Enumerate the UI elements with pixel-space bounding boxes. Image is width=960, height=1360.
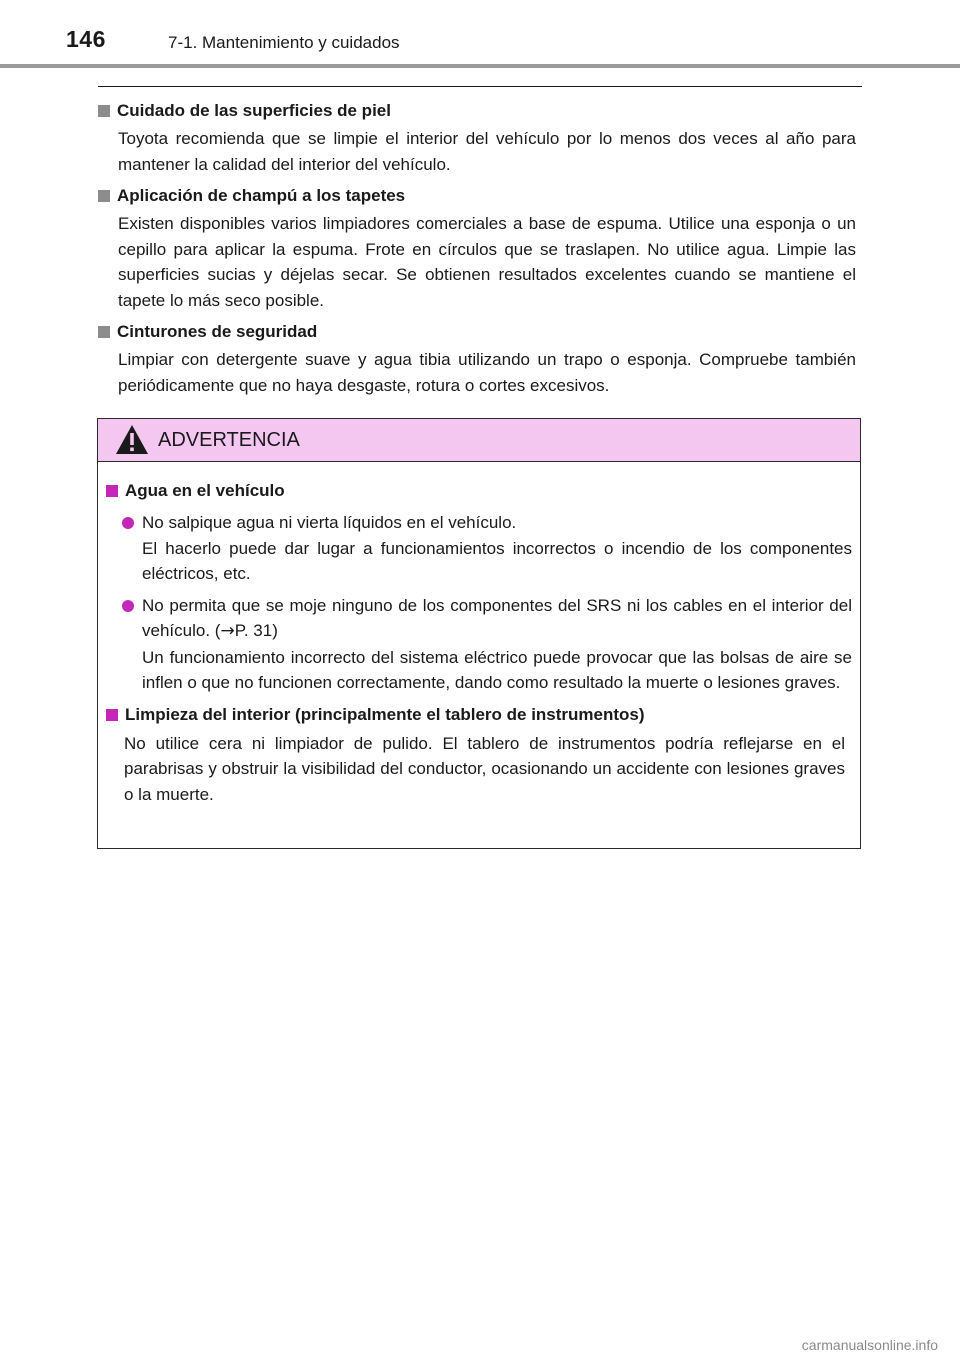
warning-group-body: No utilice cera ni limpiador de pulido. El tablero de instrumentos podría reflejarse en el parabrisas y obstruir la visibilidad del conductor, ocasionando un accidente con lesiones graves o la muerte. xyxy=(124,733,845,804)
footer-watermark: carmanualsonline.info xyxy=(801,1337,938,1353)
bullet-line: Un funcionamiento incorrecto del sistema eléctrico puede provocar que las bolsas de aire se inflen o que no funcionen correctamente, dando como resultado la muerte o lesiones graves. xyxy=(142,647,852,692)
header-divider xyxy=(0,64,960,68)
bullet-dot-icon xyxy=(122,517,134,529)
section-body: Limpiar con detergente suave y agua tibia utilizando un trapo o esponja. Compruebe también periódicamente que no haya desgaste, rotura o cortes excesivos. xyxy=(118,350,856,395)
warning-bullet xyxy=(122,593,852,696)
main-content xyxy=(98,98,856,404)
warning-header xyxy=(98,419,860,462)
section-square-icon xyxy=(98,190,110,202)
section-title: Cinturones de seguridad xyxy=(117,322,318,341)
warning-group-title: Agua en el vehículo xyxy=(106,478,852,504)
warning-triangle-icon xyxy=(115,424,149,455)
section-seat-belts xyxy=(98,319,856,398)
section-square-icon xyxy=(106,485,118,497)
bullet-line: No salpique agua ni vierta líquidos en el vehículo. xyxy=(142,513,517,532)
bullet-line: No permita que se moje ninguno de los componentes del SRS ni los cables en el interior del vehículo. (→P. 31) xyxy=(142,595,852,641)
page-number: 146 xyxy=(66,26,106,52)
section-square-icon xyxy=(106,709,118,721)
bullet-dot-icon xyxy=(122,600,134,612)
warning-body xyxy=(98,462,860,807)
section-carpet-shampoo xyxy=(98,183,856,313)
warning-group-title: Limpieza del interior (principalmente el tablero de instrumentos) xyxy=(106,702,852,728)
section-square-icon xyxy=(98,105,110,117)
bullet-line: El hacerlo puede dar lugar a funcionamientos incorrectos o incendio de los componentes eléctricos, etc. xyxy=(142,538,852,583)
warning-bullet xyxy=(122,510,852,587)
section-title: Cuidado de las superficies de piel xyxy=(117,101,391,120)
page-header xyxy=(0,0,960,64)
section-body: Existen disponibles varios limpiadores comerciales a base de espuma. Utilice una esponja o un cepillo para aplicar la espuma. Frote en círculos que se traslapen. No utilice agua. Limpie las superficies sucias y déjelas secar. Se obtienen resultados excelentes cuando se mantiene el tapete lo más seco posible. xyxy=(118,214,856,310)
warning-box xyxy=(97,418,861,849)
section-square-icon xyxy=(98,326,110,338)
page-reference-link[interactable]: P. 31) xyxy=(234,621,278,640)
content-top-divider xyxy=(98,86,862,87)
section-leather-care xyxy=(98,98,856,177)
section-title: Aplicación de champú a los tapetes xyxy=(117,186,406,205)
warning-heading: ADVERTENCIA xyxy=(158,429,300,451)
chapter-title: 7-1. Mantenimiento y cuidados xyxy=(168,33,400,52)
arrow-right-icon: → xyxy=(220,621,235,641)
section-body: Toyota recomienda que se limpie el interior del vehículo por lo menos dos veces al año para mantener la calidad del interior del vehículo. xyxy=(118,129,856,174)
